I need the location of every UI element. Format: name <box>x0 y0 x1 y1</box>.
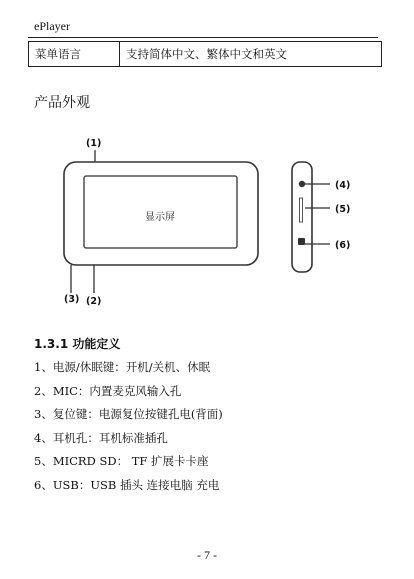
callout-label-3: (3) <box>64 294 80 305</box>
callout-label-4: (4) <box>335 180 351 191</box>
spec-key: 菜单语言 <box>29 42 120 67</box>
spec-table-row <box>29 42 382 67</box>
function-item: 3、复位键：电源复位按键孔电(背面) <box>34 407 223 422</box>
spec-table <box>28 41 382 67</box>
usb-port <box>298 238 305 245</box>
page-number: - 7 - <box>197 548 217 562</box>
functions-list <box>34 356 223 498</box>
callout-label-6: (6) <box>335 240 351 251</box>
headphone-jack <box>299 181 305 187</box>
function-item: 5、MICRD SD： TF 扩展卡卡座 <box>34 454 209 469</box>
function-item: 4、耳机孔：耳机标准插孔 <box>34 430 168 445</box>
section-title: 产品外观 <box>34 95 90 111</box>
function-item: 2、MIC：内置麦克风输入孔 <box>34 383 182 398</box>
sd-card-slot <box>300 198 303 222</box>
product-appearance-figure <box>0 130 414 315</box>
functions-heading: 1.3.1 功能定义 <box>34 337 121 351</box>
spec-value: 支持简体中文、繁体中文和英文 <box>120 42 382 67</box>
callout-label-1: (1) <box>86 138 102 149</box>
header-rule <box>28 37 378 38</box>
callout-label-5: (5) <box>335 204 351 215</box>
screen-label: 显示屏 <box>145 212 175 223</box>
function-item: 1、电源/休眠键：开机/关机、休眠 <box>34 360 211 374</box>
document-header-title: ePlayer <box>34 19 70 33</box>
function-item: 6、USB：USB 插头 连接电脑 充电 <box>34 477 220 492</box>
callout-label-2: (2) <box>86 296 102 307</box>
